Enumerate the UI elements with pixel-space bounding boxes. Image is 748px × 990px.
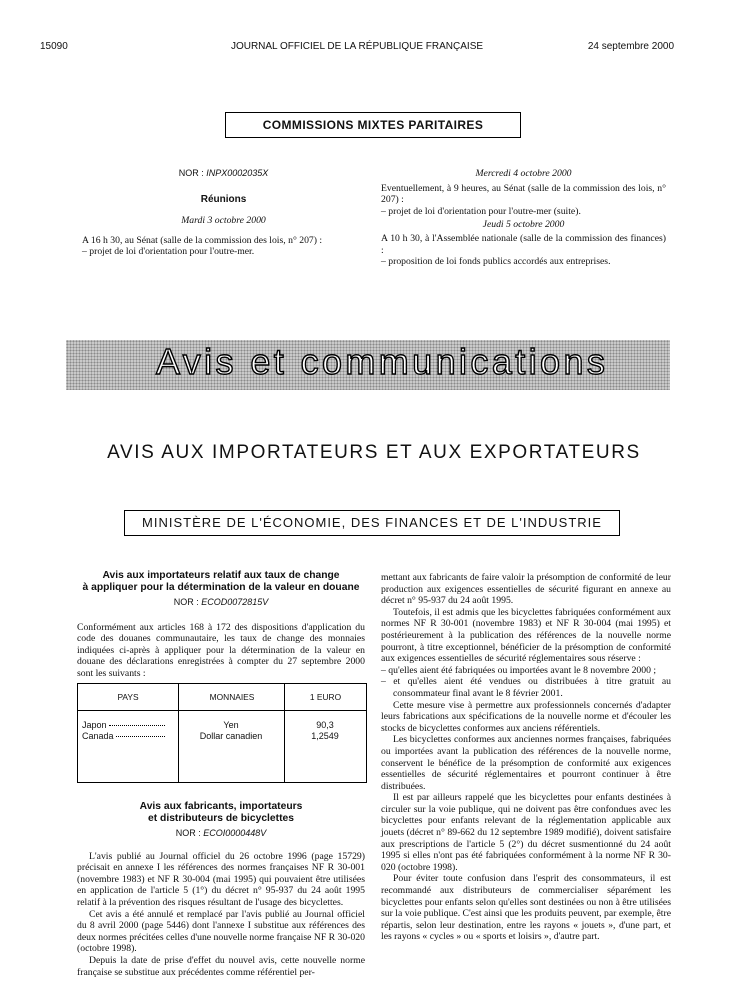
country: Japon [82,720,107,730]
paragraph: mettant aux fabricants de faire valoir la présomption de conformité de leur production aux exigences essentielles de sécurité figurant en annexe au décret n° 95-937 du 24 août 1995. [381,572,671,607]
table-row [82,720,165,731]
nor-line [77,597,365,609]
nor-code: ECOD0072815V [201,597,269,607]
table-header [78,684,366,711]
column-header: 1 EURO [309,692,342,702]
paragraph: Il est par ailleurs rappelé que les bicyclettes pour enfants destinées à circuler sur la voie publique, qui ne doivent pas être confondues avec les bicyclettes pour enfants relevant de la réglementation applicable aux jouets (décret n° 89-662 du 12 septembre 1989 modifié), doivent satisfaire aux prescriptions de l'article 5 (2°) du décret susmentionné du 24 août 1995 si elles n'ont pas été fabriquées conformément à la norme NF R 30-020 (octobre 1998). [381,792,671,873]
nor-label: NOR : [173,597,199,607]
table-row [82,731,165,742]
nor-label: NOR : [175,828,201,838]
rate: 90,3 [316,720,334,730]
avis-bicycles-right [381,572,671,943]
meeting-text: Eventuellement, à 9 heures, au Sénat (salle de la commission des lois, n° 207) : [381,182,666,206]
importers-title: AVIS AUX IMPORTATEURS ET AUX EXPORTATEURS [107,442,641,463]
column-header: MONNAIES [209,692,255,702]
conditions-list [381,665,671,700]
journal-title: JOURNAL OFFICIEL DE LA RÉPUBLIQUE FRANÇAISE [230,41,484,52]
paragraph: Cette mesure vise à permettre aux professionnels concernés d'adapter leurs fabrications aux spécifications de la nouvelle norme et d'écouler les stocks de bicyclettes conformes aux anciens référentiels. [381,699,671,734]
reunions-left-column [82,168,365,258]
banner-title: Avis et communications [156,341,609,382]
nor-label: NOR : [178,168,204,178]
avis-title: Avis aux importateurs relatif aux taux de change [102,570,340,581]
meeting-item: – proposition de loi fonds publics accordés aux entreprises. [381,256,611,268]
meeting-day: Jeudi 5 octobre 2000 [482,219,565,231]
paragraph: Depuis la date de prise d'effet du nouvel avis, cette nouvelle norme française se substitue aux précédentes comme référentiel per- [77,954,365,978]
page-number: 15090 [40,41,68,52]
meeting-day: Mercredi 4 octobre 2000 [475,168,572,179]
page-header [40,41,674,55]
list-item: – qu'elles aient été fabriquées ou importées avant le 8 novembre 2000 ; [381,664,657,676]
meeting-day: Mardi 3 octobre 2000 [181,215,266,227]
currency: Yen [223,720,239,730]
reunions-heading: Réunions [200,193,247,205]
paragraph: Toutefois, il est admis que les bicyclettes fabriquées conformément aux normes NF R 30-001 (novembre 1983) et NF R 30-004 (mai 1995) et postérieurement à la publication des références de la nouvelle norme pourront, à titre exceptionnel, bénéficier de la présomption de conformité aux exigences essentielles de sécurité réglementaires sous réserve : [381,606,671,665]
commissions-section-title: COMMISSIONS MIXTES PARITAIRES [225,112,521,138]
rate: 1,2549 [311,731,339,741]
avis-title: à appliquer pour la détermination de la valeur en douane [82,582,360,593]
nor-code: ECOI0000448V [203,828,267,838]
avis-bicycles-left [77,801,365,978]
column-header: PAYS [117,692,139,702]
avis-exchange-rates [77,570,365,680]
meeting-item: – projet de loi d'orientation pour l'outre-mer (suite). [381,205,581,217]
nor-code: INPX0002035X [206,168,269,178]
avis-title: et distributeurs de bicyclettes [148,813,294,824]
avis-title: Avis aux fabricants, importateurs [139,801,303,812]
nor-line [82,168,365,180]
ministry-title: MINISTÈRE DE L'ÉCONOMIE, DES FINANCES ET DE L'INDUSTRIE [124,510,620,536]
reunions-right-column [381,168,666,268]
exchange-rate-table [77,683,367,783]
paragraph: Conformément aux articles 168 à 172 des dispositions d'application du code des douanes communautaire, les taux de change des monnaies indiquées ci-après à appliquer pour la détermination de la valeur en douane des déclarations enregistrées à compter du 27 septembre 2000 sont les suivants : [77,621,365,679]
meeting-item: – projet de loi d'orientation pour l'outre-mer. [82,246,255,258]
leader-dots [116,736,165,737]
nor-line [77,828,365,840]
country: Canada [82,731,114,741]
paragraph: L'avis publié au Journal officiel du 26 octobre 1996 (page 15729) précisait en annexe I les références des normes françaises NF R 30-001 (novembre 1983) et NF R 30-004 (mai 1995) qui pouvaient être utilisées en application de l'article 5 (1°) du décret n° 95-937 du 24 août 1995 relatif à la prévention des risques résultant de l'usage des bicyclettes. [77,850,365,908]
paragraph: Pour éviter toute confusion dans l'esprit des consommateurs, il est recommandé aux distributeurs de commercialiser séparément les bicyclettes pour enfants selon qu'elles sont destinées ou non à être utilisées sur la voie publique. C'est ainsi que les produits peuvent, par exemple, être répartis, selon leur destination, entre les rayons « jouets », d'une part, et les rayons « cycles » ou « sports et loisirs », d'autre part. [381,873,671,943]
list-item: – et qu'elles aient été vendues ou distribuées à titre gratuit au consommateur final avant le 8 février 2001. [381,676,671,699]
meeting-text: A 10 h 30, à l'Assemblée nationale (salle de la commission des finances) : [381,232,666,256]
paragraph: Cet avis a été annulé et remplacé par l'avis publié au Journal officiel du 8 avril 2000 (page 5446) dont l'annexe I substitue aux références des deux normes précitées celles d'une nouvelle norme française NF R 30-020 (octobre 1998). [77,908,365,955]
paragraph: Les bicyclettes conformes aux anciennes normes françaises, fabriquées ou importées avant la publication des références de la nouvelle norme, conservent le bénéfice de la présomption de conformité aux exigences essentielles de sécurité réglementaires et pourront continuer à être distribuées. [381,734,671,792]
leader-dots [109,725,165,726]
currency: Dollar canadien [199,731,263,741]
avis-communications-banner [66,340,670,390]
meeting-text: A 16 h 30, au Sénat (salle de la commission des lois, n° 207) : [82,234,323,246]
issue-date: 24 septembre 2000 [587,41,674,52]
